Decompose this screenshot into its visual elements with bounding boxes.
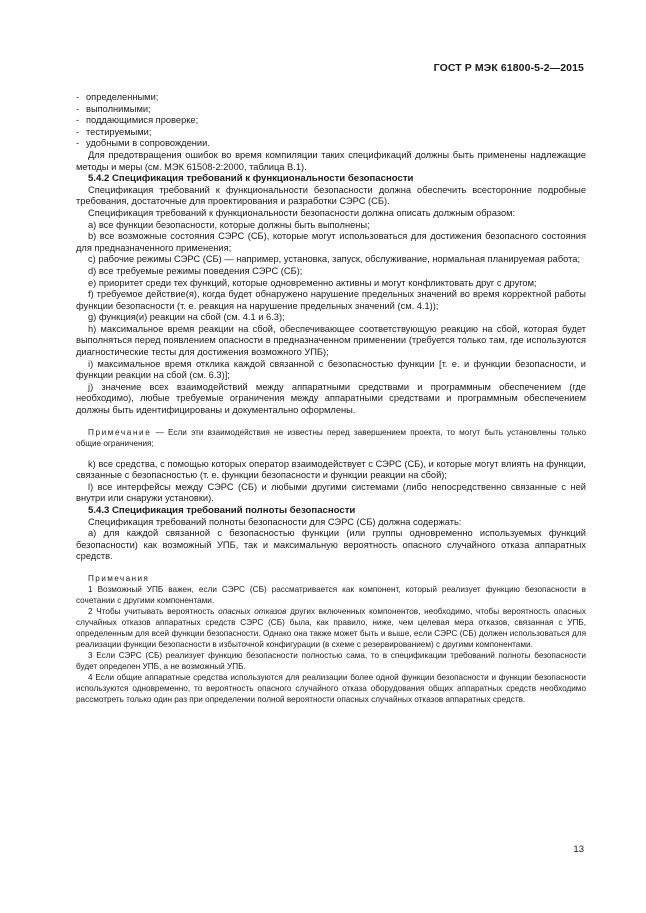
- list-item: k) все средства, с помощью которых оператор взаимодействует с СЭРС (СБ), и которые могут влиять на функции, связанные с безопасностью (т. е. функции безопасности и функции реакции на сбой);: [76, 458, 586, 481]
- list-item: j) значение всех взаимодействий между аппаратными средствами и программным обеспечением (где необходимо), любые требуемые ограничения между аппаратными средствами и программным обеспечением должны быть идентифицированы и документально оформлены.: [76, 381, 586, 416]
- list-item: - тестируемыми;: [76, 126, 152, 137]
- list-item: h) максимальное время реакции на сбой, обеспечивающее соответствующую реакцию на сбой, которая будет выполняться перед появлением опасности в предназначенном применении (требуется только там, где используются диагностические тесты для достижения возможного УПБ);: [76, 323, 586, 358]
- note-text: — Если эти взаимодействия не известны перед завершением проекта, то могут быть установлены только общие ограничения;: [76, 427, 586, 448]
- note-1: 1 Возможный УПБ важен, если СЭРС (СБ) рассматривается как компонент, который реализует функцию безопасности в сочетании с другими компонентами.: [76, 584, 586, 605]
- note-4: 4 Если общие аппаратные средства используются для реализации более одной функции безопасности и функции безопасности используются одновременно, то вероятность опасного случайного отказа оборудования общих аппаратных средств необходимо рассмотреть только один раз при определении полной вероятности опасных случайных отказов аппаратных средств.: [76, 672, 586, 704]
- document-body: [76, 92, 586, 705]
- note-2: 2 Чтобы учитывать вероятность опасных отказов других включенных компонентов, необходимо, чтобы вероятность опасных случайных отказов аппаратных средств СЭРС (СБ) была, как правило, ниже, чем целевая мера отказов, связанная с УПБ, определенным для всей функции безопасности. Однако она также может быть и выше, если СЭРС (СБ) должен использоваться для реализации функции безопасности в избыточной конфигурации (в схеме с резервированием) с другими компонентами.: [76, 606, 586, 649]
- list-item: f) требуемое действие(я), когда будет обнаружено нарушение предельных значений во время корректной работы функции безопасности (т. е. реакция на нарушение предельных значений (см. 4.1));: [76, 289, 586, 311]
- list-item: - выполнимыми;: [76, 103, 151, 114]
- note-3: 3 Если СЭРС (СБ) реализует функцию безопасности полностью сама, то в спецификации требований полноты безопасности будет определен УПБ, а не возможный УПБ.: [76, 650, 586, 671]
- list-item: i) максимальное время отклика каждой связанной с безопасностью функции [т. е. и функции безопасности, и функции реакции на сбой (см. 6.3)];: [76, 358, 586, 381]
- bullet-list: [76, 92, 586, 150]
- section-543-title: 5.4.3 Спецификация требований полноты безопасности: [88, 505, 356, 516]
- list-item: е) приоритет среди тех функций, которые одновременно активны и могут конфликтовать друг с другом;: [88, 277, 537, 288]
- paragraph: Спецификация требований полноты безопасности для СЭРС (СБ) должна содержать:: [88, 516, 462, 527]
- list-item: а) все функции безопасности, которые должны быть выполнены;: [88, 219, 370, 230]
- list-item: - удобными в сопровождении.: [76, 138, 210, 149]
- note: [76, 427, 586, 449]
- paragraph: Спецификация требований к функциональности безопасности должна описать должным образом:: [88, 207, 516, 218]
- list-item: а) для каждой связанной с безопасностью функции (или группы одновременно используемых функций безопасности) как возможный УПБ, так и максимальную вероятность опасного случайного отказа аппаратных средств.: [76, 528, 586, 562]
- list-item: l) все интерфейсы между СЭРС (СБ) и любыми другими системами (либо непосредственно связанные с ней внутри или снаружи установки).: [76, 481, 586, 504]
- note-label: Примечание: [88, 427, 152, 437]
- list-item: с) рабочие режимы СЭРС (СБ) — например, установка, запуск, обслуживание, нормальная планируемая работа;: [88, 254, 581, 265]
- section-542-title: 5.4.2 Спецификация требований к функциональности безопасности: [88, 173, 414, 185]
- document-id-header: ГОСТ Р МЭК 61800-5-2—2015: [433, 62, 584, 74]
- list-item: - определенными;: [76, 92, 159, 102]
- list-item: d) все требуемые режимы поведения СЭРС (СБ);: [88, 265, 303, 276]
- list-item: - поддающимися проверке;: [76, 115, 199, 126]
- list-item: g) функция(и) реакции на сбой (см. 4.1 и 6.3);: [88, 312, 285, 323]
- list-item: b) все возможные состояния СЭРС (СБ), которые могут использоваться для достижения безопасного состояния для предназначенного применения;: [76, 231, 586, 253]
- paragraph: Спецификация требований к функциональности безопасности должна обеспечить всесторонние подробные требования, достаточные для проектирования и разработки СЭРС (СБ).: [76, 184, 586, 207]
- paragraph-compile: Для предотвращения ошибок во время компиляции таких спецификаций должны быть применены надлежащие методы и меры (см. МЭК 61508-2:2000, таблица В.1).: [76, 149, 586, 172]
- notes-title: Примечания: [88, 573, 150, 583]
- page-number: 13: [573, 844, 584, 856]
